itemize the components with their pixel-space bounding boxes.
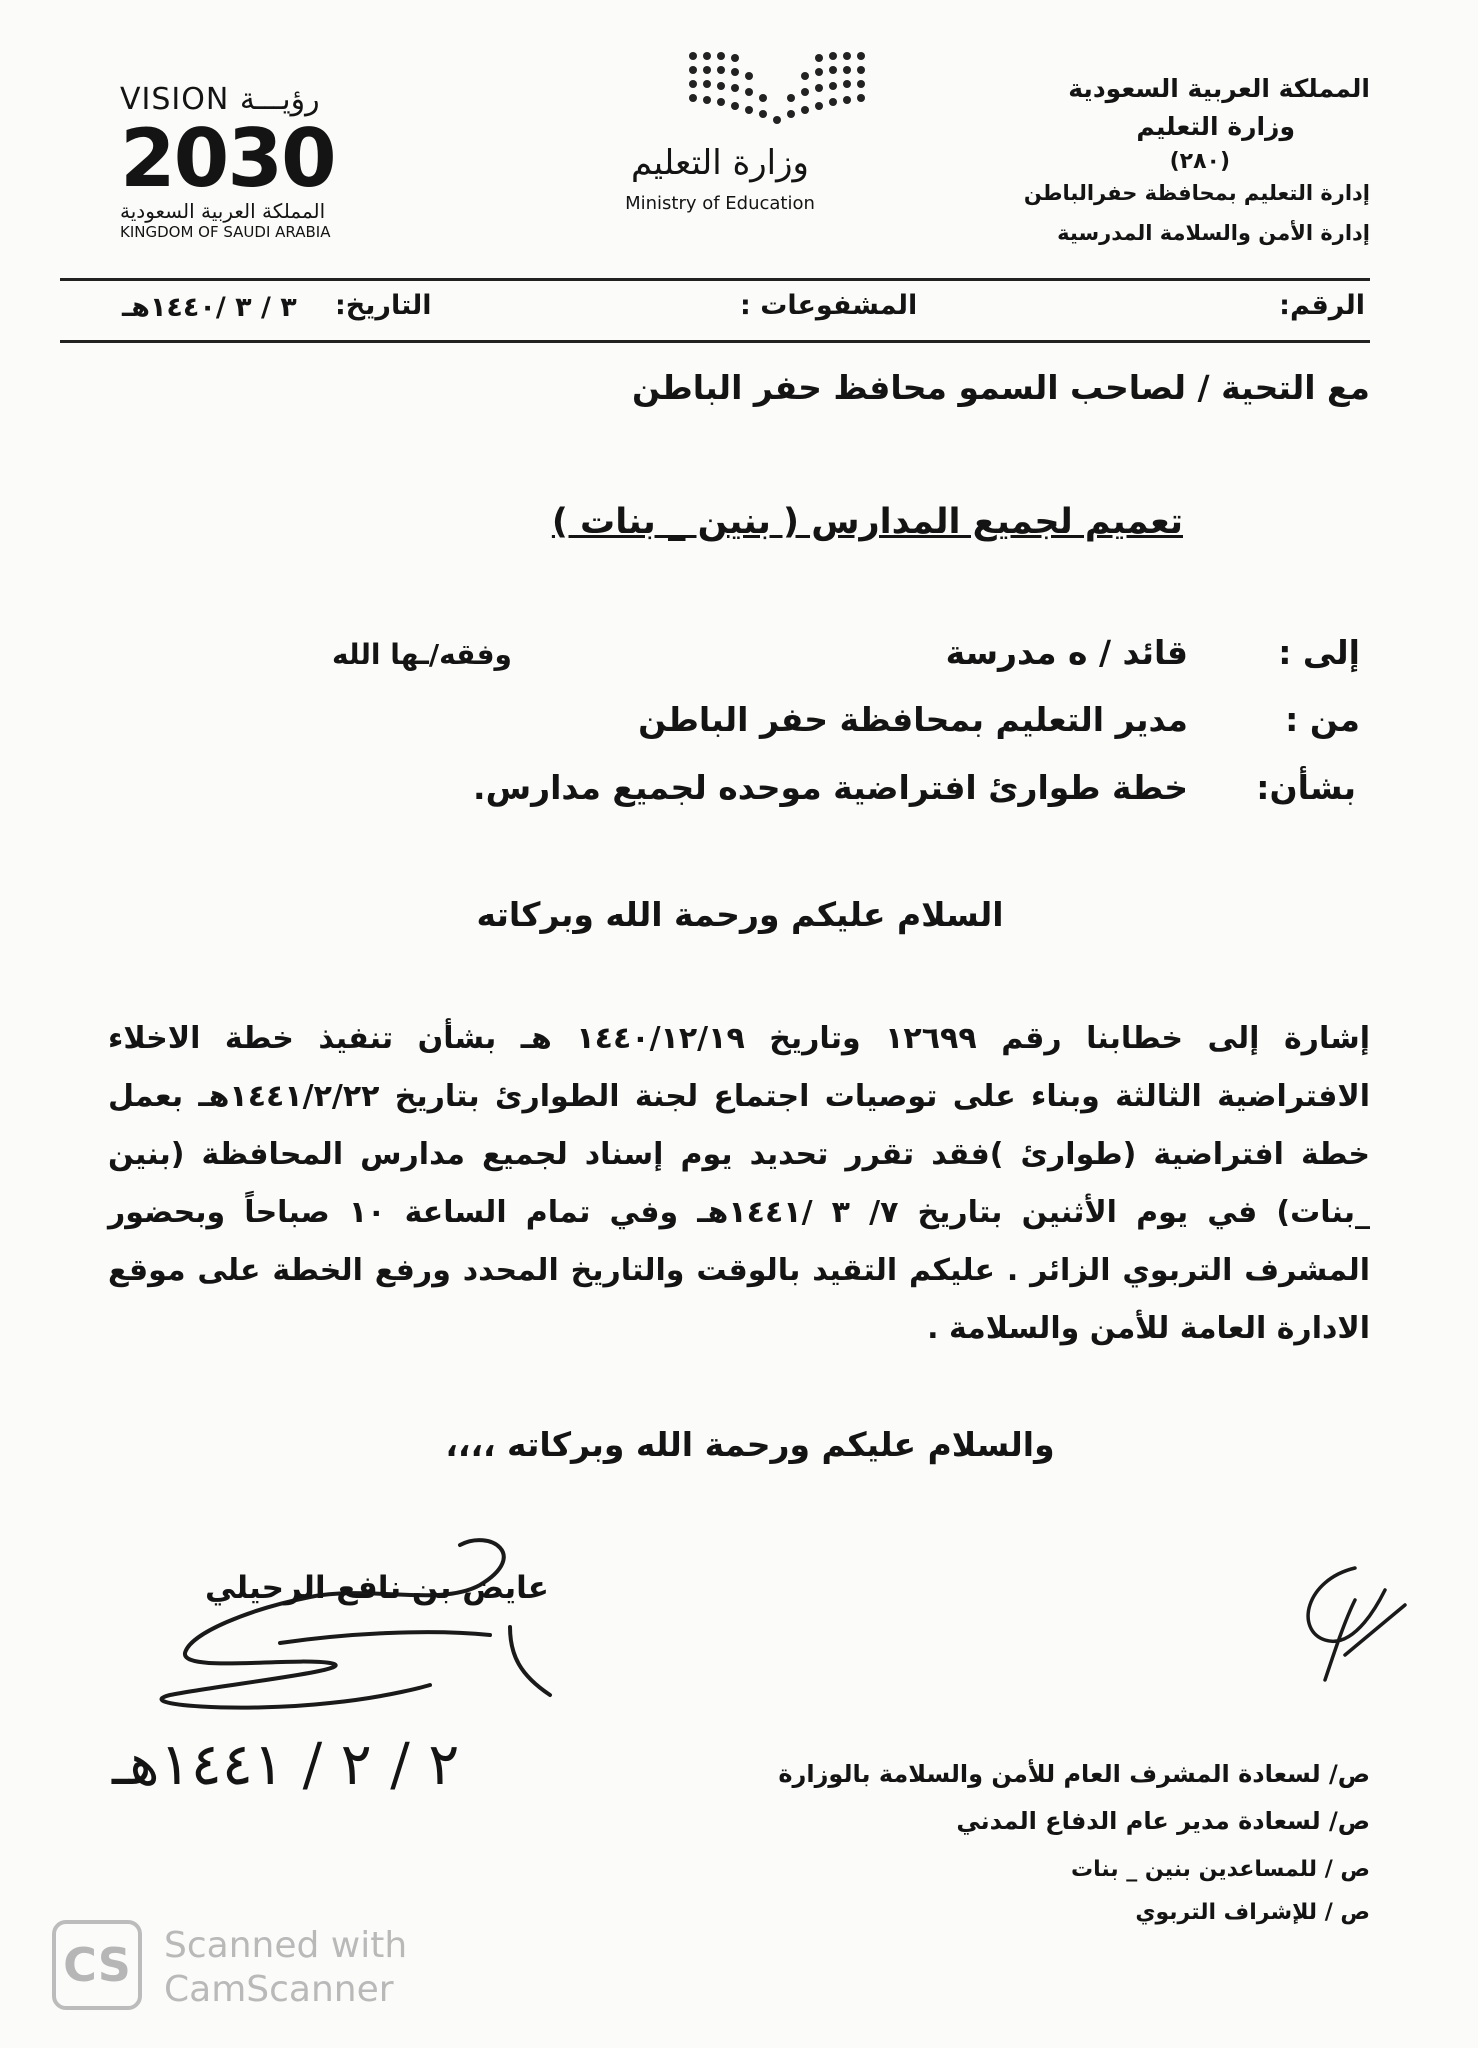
- ministry-name: وزارة التعليم: [1136, 111, 1295, 141]
- to-blessing: وفقه/ـها الله: [332, 638, 512, 671]
- subject-value: خطة طوارئ افتراضية موحده لجميع مدارس.: [473, 768, 1188, 807]
- signatory-name: عايض بن نافع الرحيلي: [205, 1570, 549, 1606]
- subject-label: بشأن:: [1256, 768, 1356, 807]
- meta-row: [110, 290, 1365, 330]
- handwritten-signature-icon: [130, 1535, 570, 1730]
- camscanner-logo: CS: [52, 1920, 142, 2010]
- from-label: من :: [1285, 700, 1360, 739]
- cc-item: ص / للإشراف التربوي: [1135, 1900, 1370, 1925]
- vision-2030-logo: [120, 82, 380, 241]
- ministry-logo-arabic: وزارة التعليم: [631, 143, 809, 183]
- handwritten-initials-icon: [1285, 1560, 1410, 1690]
- letter-body: إشارة إلى خطابنا رقم ١٢٦٩٩ وتاريخ ١٤٤٠/١٢/١٩ هـ بشأن تنفيذ خطة الاخلاء الافتراضية الثالثة وبناء على توصيات اجتماع لجنة الطوارئ بتاريخ ١٤٤١/٢/٢٢هـ بعمل خطة افتراضية (طوارئ )فقد تقرر تحديد يوم إسناد لجميع مدارس المحافظة (بنين _بنات) في يوم الأثنين بتاريخ ٧/ ٣ /١٤٤١هـ وفي تمام الساعة ١٠ صباحاً وبحضور المشرف التربوي الزائر . عليكم التقيد بالوقت والتاريخ المحدد ورفع الخطة على موقع الادارة العامة للأمن والسلامة .: [108, 1021, 1371, 1346]
- letterhead-right: [940, 70, 1370, 249]
- vision-label: VISION رؤيـــة: [120, 82, 320, 117]
- camscanner-line1: Scanned with: [164, 1925, 408, 1966]
- cc-item: ص/ لسعادة المشرف العام للأمن والسلامة بالوزارة: [778, 1760, 1370, 1788]
- date-label: التاريخ:: [335, 290, 432, 321]
- ministry-dots-icon: [685, 48, 875, 128]
- header-divider-top: [60, 278, 1370, 281]
- department-name: إدارة الأمن والسلامة المدرسية: [1057, 220, 1370, 245]
- cc-item: ص/ لسعادة مدير عام الدفاع المدني: [956, 1807, 1370, 1835]
- kingdom-name: المملكة العربية السعودية: [1068, 74, 1370, 103]
- to-label: إلى :: [1278, 633, 1360, 672]
- handwritten-date: ٢ / ٢ / ١٤٤١هـ: [112, 1730, 460, 1798]
- admin-name: إدارة التعليم بمحافظة حفرالباطن: [1023, 181, 1370, 205]
- ministry-code: (٢٨٠): [1169, 149, 1230, 174]
- cc-item: ص / للمساعدين بنين _ بنات: [1071, 1857, 1370, 1882]
- vision-number: 2030: [120, 112, 335, 205]
- ministry-logo-english: Ministry of Education: [625, 193, 815, 214]
- vision-english: KINGDOM OF SAUDI ARABIA: [120, 223, 331, 241]
- header-divider-bottom: [60, 340, 1370, 343]
- number-label: الرقم:: [1279, 290, 1365, 321]
- attachments-label: المشفوعات :: [740, 290, 918, 321]
- vision-arabic: المملكة العربية السعودية: [120, 199, 326, 223]
- greeting-close: والسلام عليكم ورحمة الله وبركاته ،،،،: [445, 1425, 1055, 1464]
- to-value: قائد / ه مدرسة: [945, 633, 1188, 672]
- salutation: مع التحية / لصاحب السمو محافظ حفر الباطن: [632, 368, 1370, 407]
- date-value: ٣ / ٣ /١٤٤٠هـ: [122, 292, 297, 323]
- circular-title: تعميم لجميع المدارس ( بنين _ بنات ): [551, 502, 1183, 542]
- greeting-open: السلام عليكم ورحمة الله وبركاته: [476, 895, 1004, 934]
- from-value: مدير التعليم بمحافظة حفر الباطن: [638, 700, 1188, 739]
- camscanner-text: [164, 1924, 407, 2012]
- camscanner-line2: CamScanner: [164, 1969, 394, 2010]
